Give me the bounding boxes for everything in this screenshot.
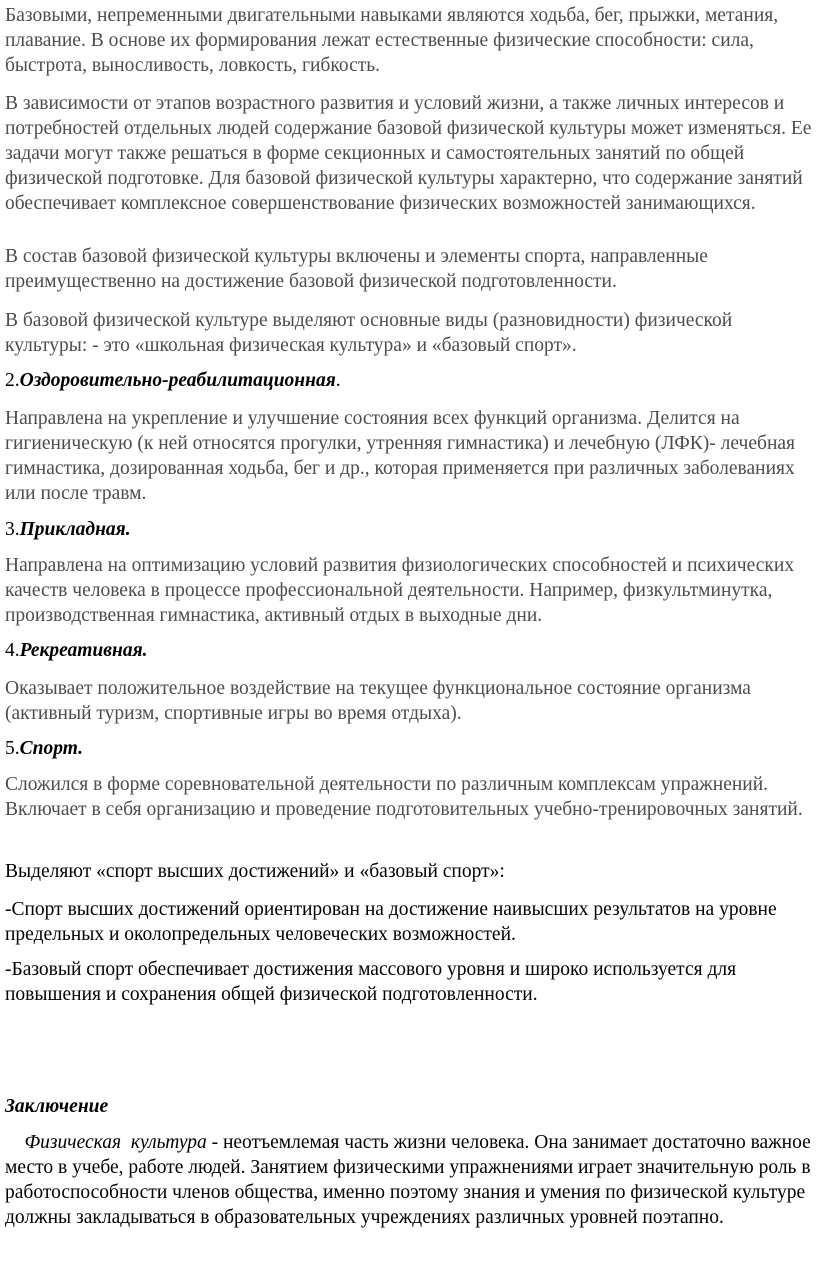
heading-text: Рекреативная. xyxy=(19,640,148,661)
paragraph-recreational: Оказывает положительное воздействие на текущее функциональное состояние организма (активный туризм, спортивные игры во время отдыха). xyxy=(5,678,751,724)
heading-applied xyxy=(5,517,813,542)
heading-number: 3. xyxy=(5,519,20,540)
paragraph-age-stages: В зависимости от этапов возрастного развития и условий жизни, а также личных интересов и потребностей отдельных людей содержание базовой физической культуры может изменяться. Ее задачи могут также решаться в форме секционных и самостоятельных занятий по общей физической подготовке. Для базовой физической культуры характерно, что содержание занятий обеспечивает комплексное совершенствование физических возможностей занимающихся. xyxy=(5,93,812,214)
paragraph-sport: Сложился в форме соревновательной деятельности по различным комплексам упражнений. Включает в себя организацию и проведение подготовительных учебно-тренировочных занятий. xyxy=(5,774,803,820)
heading-number: 5. xyxy=(5,738,20,759)
paragraph-basic-skills: Базовыми, непременными двигательными навыками являются ходьба, бег, прыжки, метания, плавание. В основе их формирования лежат естественные физические способности: сила, быстрота, выносливость, ловкость, гибкость. xyxy=(5,5,779,76)
paragraph-applied: Направлена на оптимизацию условий развития физиологических способностей и психических качеств человека в процессе профессиональной деятельности. Например, физкультминутка, производственная гимнастика, активный отдых в выходные дни. xyxy=(5,555,795,626)
conclusion-title: Заключение xyxy=(5,1096,109,1117)
heading-text: Прикладная. xyxy=(19,519,131,540)
heading-number: 2. xyxy=(5,370,20,391)
paragraph-main-types: В базовой физической культуре выделяют основные виды (разновидности) физической культуры: - это «школьная физическая культура» и «базовый спорт». xyxy=(5,310,733,356)
paragraph-sport-elements: В состав базовой физической культуры включены и элементы спорта, направленные преимущественно на достижение базовой физической подготовленности. xyxy=(5,246,708,292)
heading-recreational xyxy=(5,638,813,663)
heading-health-rehab xyxy=(5,368,813,393)
paragraph-base-sport: -Базовый спорт обеспечивает достижения массового уровня и широко используется для повышения и сохранения общей физической подготовленности. xyxy=(5,959,737,1005)
heading-text: Оздоровительно-реабилитационная xyxy=(19,370,336,391)
heading-text: Спорт. xyxy=(19,738,83,759)
conclusion-rest: - неотъемлемая часть жизни человека. Она занимает достаточно важное место в учебе, работе людей. Занятием физическими упражнениями играет значительную роль в работоспособности членов общества, именно поэтому знания и умения по физической культуре должны закладываться в образовательных учреждениях различных уровней поэтапно. xyxy=(5,1132,811,1228)
paragraph-elite-sport: -Спорт высших достижений ориентирован на достижение наивысших результатов на уровне предельных и околопредельных человеческих возможностей. xyxy=(5,899,777,945)
heading-number: 4. xyxy=(5,640,20,661)
paragraph-sport-kinds: Выделяют «спорт высших достижений» и «базовый спорт»: xyxy=(5,861,505,882)
heading-sport xyxy=(5,736,813,761)
heading-tail: . xyxy=(335,370,341,391)
paragraph-health-rehab: Направлена на укрепление и улучшение состояния всех функций организма. Делится на гигиеническую (к ней относятся прогулки, утренняя гимнастика) и лечебную (ЛФК)- лечебная гимнастика, дозированная ходьба, бег и др., которая применяется при различных заболеваниях или после травм. xyxy=(5,408,795,504)
conclusion-lead: Физическая культура xyxy=(5,1132,207,1153)
paragraph-conclusion xyxy=(5,1130,813,1230)
